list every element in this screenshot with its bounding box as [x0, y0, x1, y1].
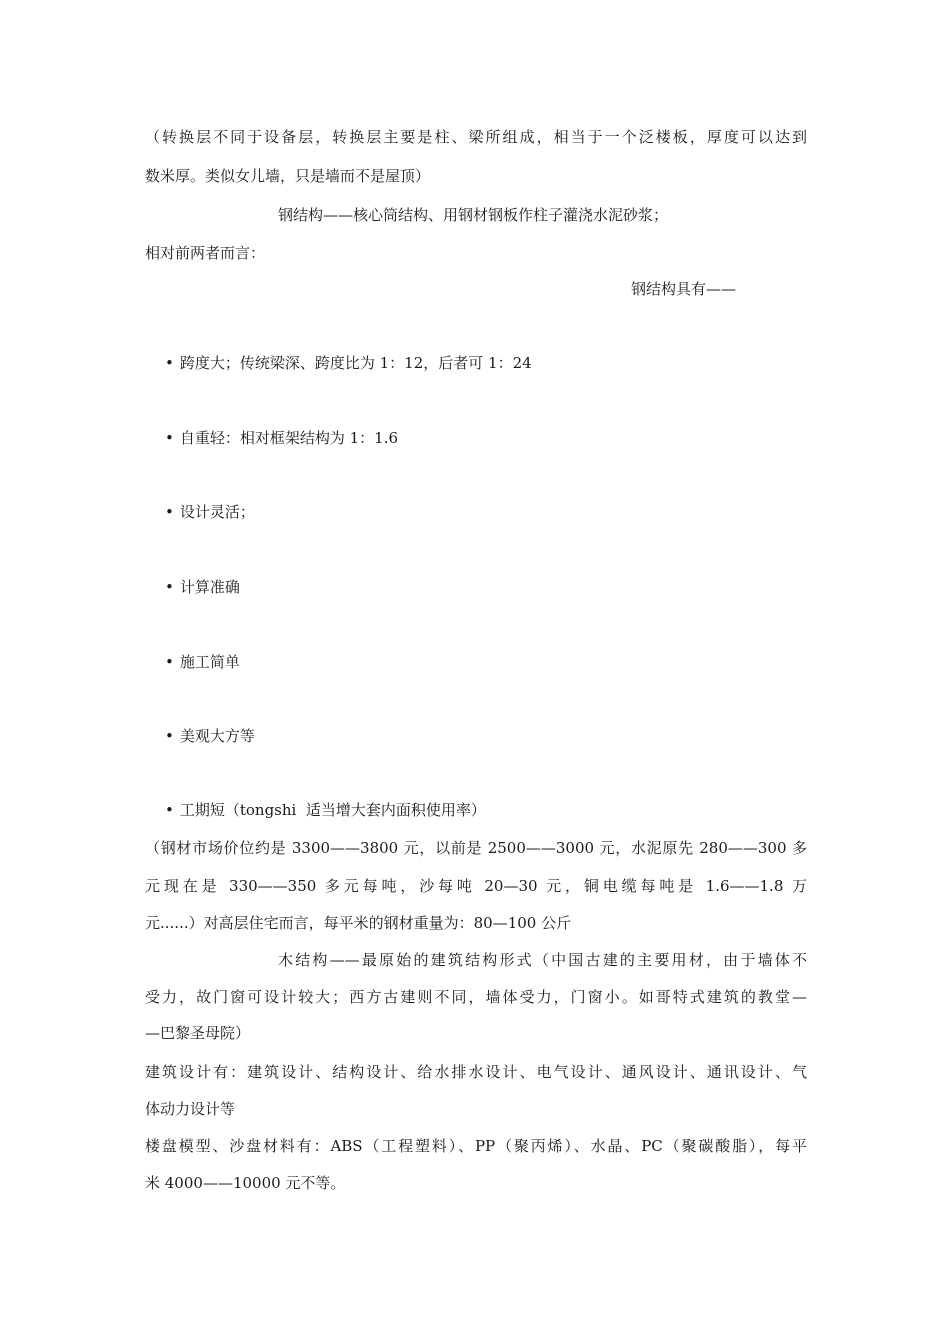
list-item: [165, 726, 255, 746]
list-item-text: 工期短（tongshi 适当增大套内面积使用率）: [179, 801, 486, 819]
steel-core-line: 钢结构——核心筒结构、用钢材钢板作柱子灌浇水泥砂浆；: [278, 206, 669, 224]
transfer-note-line-1: （转换层不同于设备层，转换层主要是柱、梁所组成，相当于一个泛楼板，厚度可以达到: [145, 128, 807, 146]
list-item-text: 施工简单: [179, 653, 240, 671]
bullet-icon: •: [165, 503, 174, 521]
price-line-3: 元......）对高层住宅而言，每平米的钢材重量为：80—100 公斤: [145, 914, 572, 932]
wood-line-1: 木结构——最原始的建筑结构形式（中国古建的主要用材，由于墙体不: [278, 951, 807, 969]
list-item: [165, 353, 532, 373]
transfer-note-line-2: 数米厚。类似女儿墙，只是墙而不是屋顶）: [145, 167, 431, 185]
design-line-1: 建筑设计有：建筑设计、结构设计、给水排水设计、电气设计、通风设计、通讯设计、气: [145, 1063, 807, 1081]
models-line-1: 楼盘模型、沙盘材料有：ABS（工程塑料）、PP（聚丙烯）、水晶、PC（聚碳酸脂），每平: [145, 1137, 807, 1155]
bullet-icon: •: [165, 727, 174, 745]
bullet-icon: •: [165, 801, 174, 819]
steel-has-line: 钢结构具有——: [631, 280, 737, 298]
models-line-2: 米 4000——10000 元不等。: [145, 1174, 346, 1192]
list-item: [165, 428, 398, 448]
relative-line: 相对前两者而言：: [145, 244, 266, 262]
list-item-text: 跨度大；传统梁深、跨度比为 1：12，后者可 1：24: [179, 354, 532, 372]
bullet-icon: •: [165, 653, 174, 671]
price-line-1: （钢材市场价位约是 3300——3800 元，以前是 2500——3000 元，水泥原先 280——300 多: [145, 839, 807, 857]
list-item-text: 设计灵活；: [179, 503, 255, 521]
wood-line-3: —巴黎圣母院）: [145, 1024, 251, 1042]
design-line-2: 体动力设计等: [145, 1100, 236, 1118]
list-item-text: 自重轻：相对框架结构为 1：1.6: [179, 429, 399, 447]
list-item: [165, 502, 255, 522]
list-item-text: 计算准确: [179, 578, 240, 596]
bullet-icon: •: [165, 578, 174, 596]
price-line-2: 元现在是 330——350 多元每吨，沙每吨 20—30 元，铜电缆每吨是 1.6——1.8 万: [145, 877, 807, 895]
list-item: [165, 577, 240, 597]
list-item: [165, 800, 486, 820]
list-item-text: 美观大方等: [179, 727, 255, 745]
bullet-icon: •: [165, 429, 174, 447]
wood-line-2: 受力，故门窗可设计较大；西方古建则不同，墙体受力，门窗小。如哥特式建筑的教堂—: [145, 988, 807, 1006]
bullet-icon: •: [165, 354, 174, 372]
list-item: [165, 652, 240, 672]
